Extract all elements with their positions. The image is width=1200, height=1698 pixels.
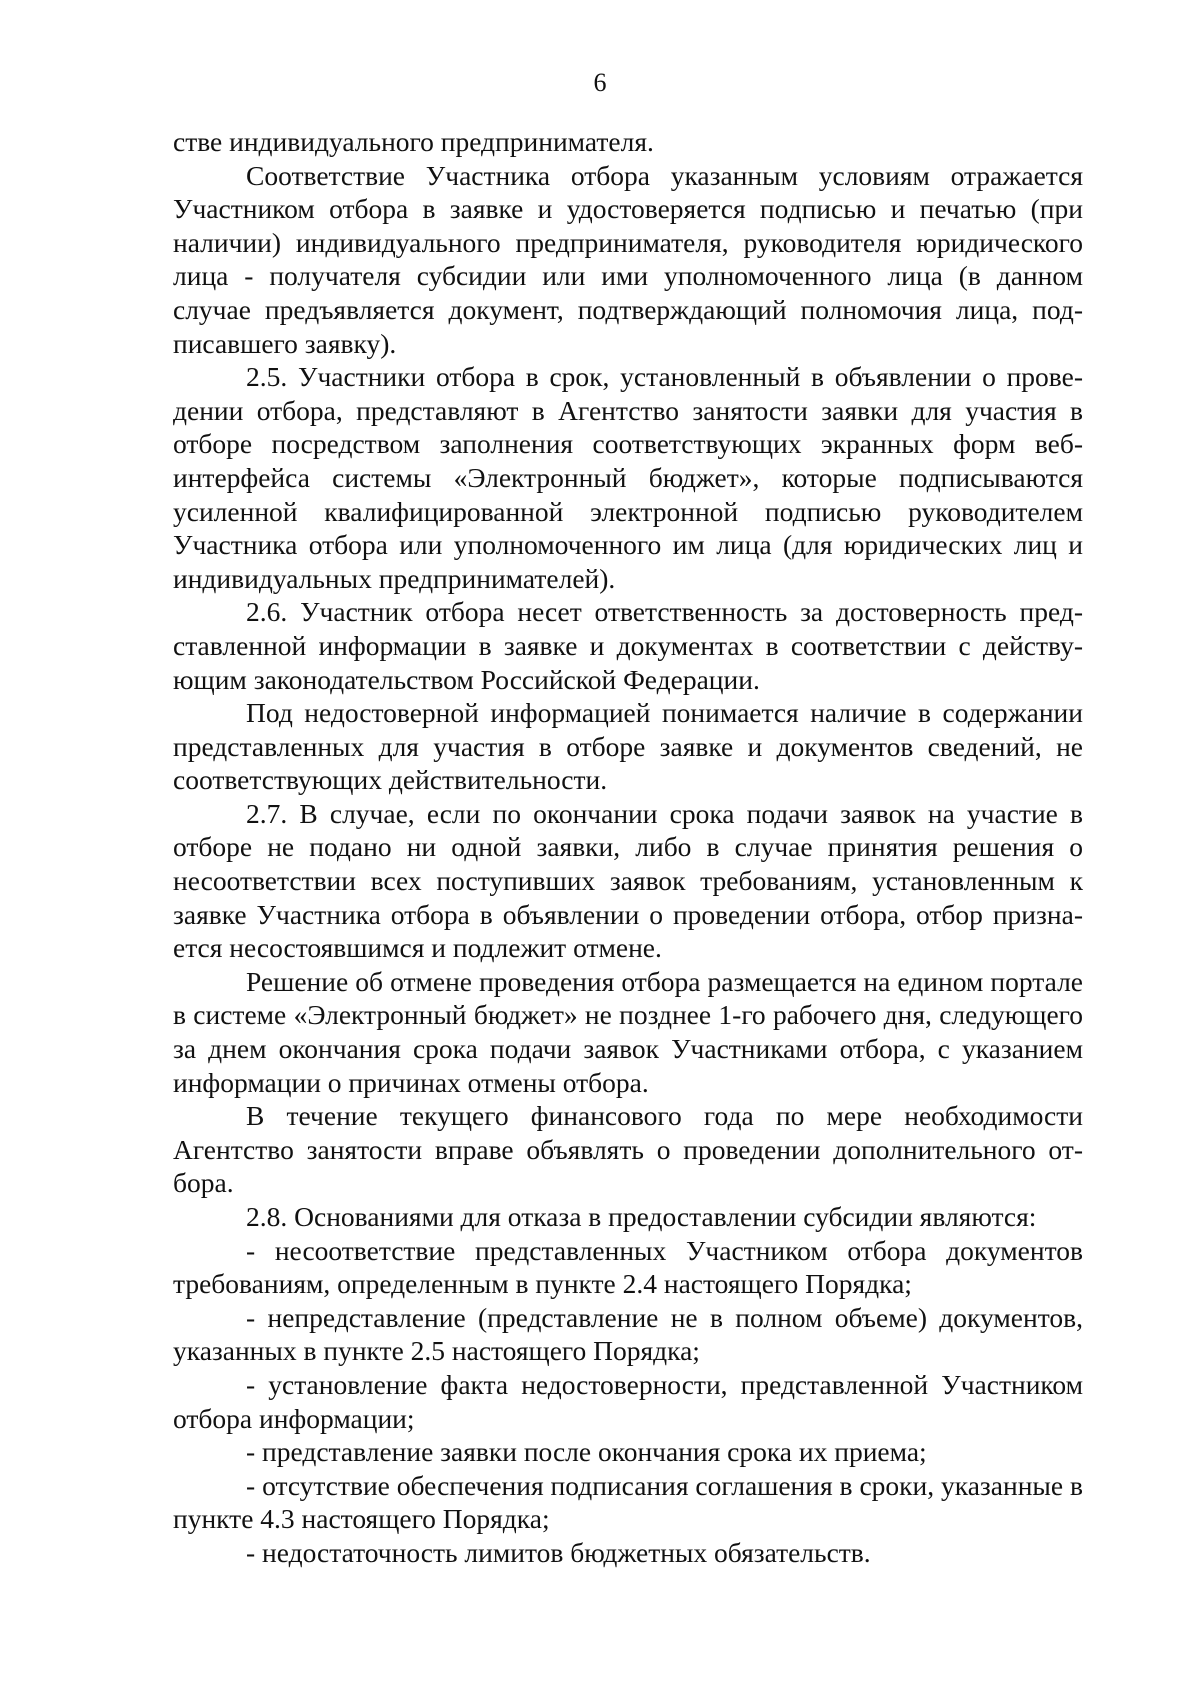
list-item-refusal-3: - установление факта недостоверности, представленной Участником отбора информации;	[173, 1368, 1083, 1434]
list-item-refusal-2: - непредставление (представление не в полном объеме) документов, указанных в пункте 2.5 настоящего Порядка;	[173, 1301, 1083, 1367]
paragraph-false-info: Под недостоверной информацией понимается наличие в содержании представленных для участия в отборе заявке и документов сведений, не соответствующих действительности.	[173, 697, 1083, 796]
list-item-refusal-4: - представление заявки после окончания срока их приема;	[246, 1436, 927, 1468]
paragraph-cancel-decision: Решение об отмене проведения отбора размещается на едином портале в системе «Электронный бюджет» не позднее 1-го рабочего дня, следующего за днем окончания срока подачи заявок Участниками отбора, с указанием информации о причинах отмены отбора.	[173, 965, 1083, 1098]
page-number: 6	[593, 68, 607, 97]
list-item-refusal-6: - недостаточность лимитов бюджетных обязательств.	[246, 1536, 871, 1568]
paragraph-2-5: 2.5. Участники отбора в срок, установленный в объявлении о проведении отбора, представляют в Агентство занятости заявки для участия в отборе посредством заполнения соответствующих экранных форм веб-интерфейса системы «Электронный бюджет», которые подписываются усиленной квалифицированной электронной подписью руководителем Участника отбора или уполномоченного им лица (для юридических лиц и индивидуальных предпринимателей).	[173, 361, 1083, 594]
paragraph-2-8: 2.8. Основаниями для отказа в предоставлении субсидии являются:	[246, 1201, 1037, 1232]
paragraph-additional-selection: В течение текущего финансового года по мере необходимости Агентство занятости вправе объявлять о проведении дополнительного отбора.	[173, 1100, 1083, 1199]
paragraph-2-7: 2.7. В случае, если по окончании срока подачи заявок на участие в отборе не подано ни одной заявки, либо в случае принятия решения о несоответствии всех поступивших заявок требованиям, установленным к заявке Участника отбора в объявлении о проведении отбора, отбор признается несостоявшимся и подлежит отмене.	[173, 797, 1083, 964]
list-item-refusal-1: - несоответствие представленных Участником отбора документов требованиям, определенным в пункте 2.4 настоящего Порядка;	[173, 1234, 1083, 1300]
list-item-refusal-5: - отсутствие обеспечения подписания соглашения в сроки, указанные в пункте 4.3 настоящего Порядка;	[173, 1469, 1083, 1535]
paragraph-compliance: Соответствие Участника отбора указанным условиям отражается Участником отбора в заявке и удостоверяется подписью и печатью (при наличии) индивидуального предпринимателя, руководителя юридического лица - получателя субсидии или ими уполномоченного лица (в данном случае предъявляется документ, подтверждающий полномочия лица, подписавшего заявку).	[173, 159, 1083, 359]
document-body	[173, 125, 1083, 1570]
paragraph-2-6: 2.6. Участник отбора несет ответственность за достоверность представленной информации в заявке и документах в соответствии с действующим законодательством Российской Федерации.	[173, 596, 1083, 695]
paragraph-continuation: стве индивидуального предпринимателя.	[173, 126, 654, 157]
